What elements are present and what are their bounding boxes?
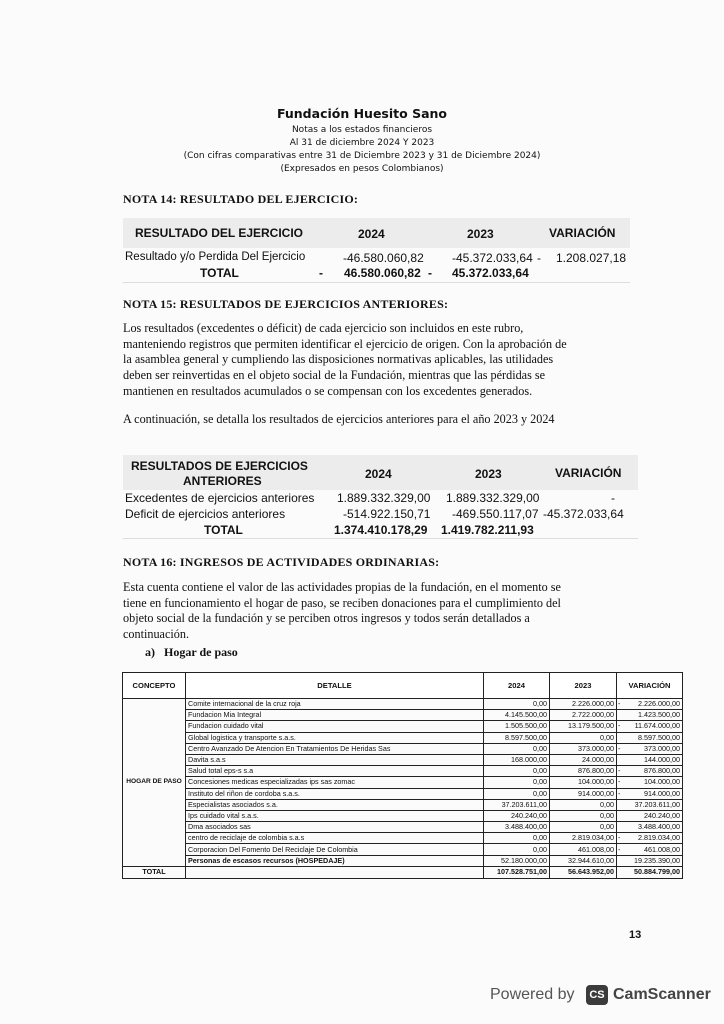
value-2023-cell: 32.944.610,00 [550, 855, 617, 866]
header-2023: 2023 [550, 673, 617, 699]
nota15-col-var: VARIACIÓN [555, 466, 622, 480]
nota15-para-line: mantienen en resultados acumulados o se compensan con los excedentes generados. [123, 383, 533, 398]
variacion-value: 104.000,00 [644, 777, 680, 787]
powered-by-text: Powered by [490, 986, 575, 1003]
nota15-para-line: manteniendo registros que permiten identificar el ejercicio de origen. Con la aprobación de [123, 336, 567, 351]
org-name: Fundación Huesito Sano [276, 106, 448, 121]
nota16-para-line: objeto social de la fundación y se perciben otros ingresos y todos serán detallados a [123, 611, 530, 626]
variacion-cell [617, 822, 683, 833]
detalle-cell: Centro Avanzado De Atencion En Tratamientos De Heridas Sas [186, 743, 484, 754]
nota14-row-dash: - [537, 251, 541, 265]
header-detalle: DETALLE [186, 673, 484, 699]
nota14-col-label: RESULTADO DEL EJERCICIO [135, 226, 304, 240]
detalle-cell: Ips cuidado vital s.a.s. [186, 810, 484, 821]
concept-cell: HOGAR DE PASO [123, 699, 186, 867]
nota16-para-line: tiene en funcionamiento el hogar de paso, se reciben donaciones para el cumplimiento del [123, 595, 561, 610]
variacion-cell [617, 799, 683, 810]
camscanner-logo-icon: CS [586, 985, 608, 1005]
header-line-4: (Expresados en pesos Colombianos) [280, 164, 444, 174]
variacion-cell [617, 721, 683, 732]
value-2024-cell: 0,00 [484, 743, 550, 754]
variacion-sign: - [618, 699, 621, 709]
table-row [123, 766, 683, 777]
value-2023-cell: 0,00 [550, 822, 617, 833]
nota16-title: NOTA 16: INGRESOS DE ACTIVIDADES ORDINARIAS: [123, 555, 440, 569]
detalle-cell: Concesiones medicas especializadas ips sas zomac [186, 777, 484, 788]
variacion-value: 2.226.000,00 [638, 699, 680, 709]
value-2023-cell: 461.008,00 [550, 844, 617, 855]
nota14-col-var: VARIACIÓN [549, 226, 616, 240]
table-row [123, 788, 683, 799]
value-2024-cell: 0,00 [484, 788, 550, 799]
detalle-cell: Instituto del riñon de cordoba s.a.s. [186, 788, 484, 799]
value-2024-cell: 0,00 [484, 833, 550, 844]
value-2024-cell: 4.145.500,00 [484, 710, 550, 721]
value-2024-cell: 3.488.400,00 [484, 822, 550, 833]
variacion-value: 373.000,00 [644, 743, 680, 753]
value-2024-cell: 1.505.500,00 [484, 721, 550, 732]
value-2023-cell: 0,00 [550, 732, 617, 743]
detalle-cell: Especialistas asociados s.a. [186, 799, 484, 810]
nota15-para-line: Los resultados (excedentes o déficit) de cada ejercicio son incluidos en este rubro, [123, 321, 524, 335]
nota15-row1-2023: 1.889.332.329,00 [446, 491, 540, 505]
variacion-cell [617, 855, 683, 866]
nota15-col-label-2: ANTERIORES [183, 474, 262, 488]
variacion-value: 876.800,00 [644, 766, 680, 776]
value-2023-cell: 373.000,00 [550, 743, 617, 754]
table-row [123, 855, 683, 866]
nota16-subsection: a) Hogar de paso [145, 645, 238, 659]
total-2023-cell: 56.643.952,00 [550, 866, 617, 878]
value-2024-cell: 240.240,00 [484, 810, 550, 821]
value-2024-cell: 0,00 [484, 699, 550, 710]
detalle-cell: Corporacion Del Fomento Del Reciclaje De Colombia [186, 844, 484, 855]
nota15-row1-2024: 1.889.332.329,00 [337, 491, 431, 505]
detalle-cell: Davita s.a.s [186, 754, 484, 765]
detalle-cell: Global logistica y transporte s.a.s. [186, 732, 484, 743]
variacion-value: 3.488.400,00 [638, 822, 680, 832]
total-detalle-cell [186, 866, 484, 878]
table-row [123, 754, 683, 765]
nota14-divider [123, 282, 630, 283]
variacion-sign: - [618, 777, 621, 787]
value-2023-cell: 876.800,00 [550, 766, 617, 777]
table-row [123, 810, 683, 821]
table-row [123, 833, 683, 844]
nota15-total-2024: 1.374.410.178,29 [334, 523, 428, 537]
variacion-cell [617, 833, 683, 844]
value-2023-cell: 914.000,00 [550, 788, 617, 799]
variacion-value: 11.674.000,00 [634, 721, 680, 731]
detalle-cell: Personas de escasos recursos (HOSPEDAJE) [186, 855, 484, 866]
total-2024-cell: 107.528.751,00 [484, 866, 550, 878]
nota15-intro: A continuación, se detalla los resultados de ejercicios anteriores para el año 2023 y 2024 [123, 412, 555, 426]
value-2024-cell: 52.180.000,00 [484, 855, 550, 866]
nota15-total-2023: 1.419.782.211,93 [441, 523, 534, 537]
value-2023-cell: 24.000,00 [550, 754, 617, 765]
table-header-row [123, 673, 683, 699]
variacion-cell [617, 777, 683, 788]
table-row [123, 732, 683, 743]
nota15-row2-2023: -469.550.117,07 [452, 507, 539, 521]
table-row [123, 822, 683, 833]
value-2023-cell: 2.226.000,00 [550, 699, 617, 710]
nota14-title: NOTA 14: RESULTADO DEL EJERCICIO: [123, 192, 359, 206]
variacion-sign: - [618, 721, 621, 731]
detalle-cell: Fundacion Mia Integral [186, 710, 484, 721]
nota16-para-line: continuación. [123, 627, 189, 642]
nota14-row-label: Resultado y/o Perdida Del Ejercicio [125, 251, 306, 263]
variacion-cell [617, 699, 683, 710]
variacion-sign: - [618, 743, 621, 753]
header-line-3: (Con cifras comparativas entre 31 de Diciembre 2023 y 31 de Diciembre 2024) [183, 151, 541, 161]
variacion-sign: - [618, 766, 621, 776]
nota16-para-line: Esta cuenta contiene el valor de las actividades propias de la fundación, en el momento se [123, 580, 561, 594]
nota15-title: NOTA 15: RESULTADOS DE EJERCICIOS ANTERIORES: [123, 297, 449, 311]
variacion-sign: - [618, 788, 621, 798]
table-row [123, 777, 683, 788]
hogar-de-paso-table [122, 672, 683, 879]
nota15-row1-label: Excedentes de ejercicios anteriores [125, 491, 315, 505]
nota15-col-label-1: RESULTADOS DE EJERCICIOS [131, 459, 308, 473]
header-concepto: CONCEPTO [123, 673, 186, 699]
nota15-divider [123, 538, 638, 539]
value-2023-cell: 2.819.034,00 [550, 833, 617, 844]
variacion-value: 19.235.390,00 [634, 855, 680, 865]
variacion-cell [617, 732, 683, 743]
header-line-2: Al 31 de diciembre 2024 Y 2023 [289, 138, 435, 148]
variacion-value: 2.819.034,00 [638, 833, 680, 843]
nota15-col-2023: 2023 [475, 467, 502, 481]
variacion-cell [617, 754, 683, 765]
table-row [123, 743, 683, 754]
nota14-total-label: TOTAL [200, 266, 239, 280]
variacion-cell [617, 766, 683, 777]
nota15-row2-2024: -514.922.150,71 [343, 507, 431, 521]
nota16-paragraph [123, 580, 638, 643]
nota15-row1-var: - [611, 491, 615, 505]
variacion-cell [617, 810, 683, 821]
nota14-row-2023: -45.372.033,64 [452, 251, 533, 265]
value-2024-cell: 168.000,00 [484, 754, 550, 765]
table-row [123, 844, 683, 855]
nota15-para-line: deben ser reinvertidas en el objeto social de la Fundación, mientras que las pérdidas se [123, 368, 546, 383]
nota15-row2-var: -45.372.033,64 [543, 507, 624, 521]
nota14-row-2024: -46.580.060,82 [343, 251, 424, 265]
camscanner-brand: CamScanner [613, 986, 711, 1003]
variacion-value: 37.203.611,00 [634, 799, 680, 809]
nota15-total-label: TOTAL [204, 523, 243, 537]
value-2023-cell: 0,00 [550, 810, 617, 821]
variacion-sign: - [618, 833, 621, 843]
nota14-row-var: 1.208.027,18 [556, 251, 627, 265]
nota15-para-line: la asamblea general y cumpliendo las disposiciones normativas aplicables, las utilidades [123, 352, 554, 367]
header-line-1: Notas a los estados financieros [291, 125, 433, 135]
variacion-sign: - [618, 844, 621, 854]
variacion-cell [617, 844, 683, 855]
header-variacion: VARIACIÓN [617, 673, 683, 699]
variacion-cell [617, 743, 683, 754]
table-total-row [123, 866, 683, 878]
value-2024-cell: 0,00 [484, 844, 550, 855]
detalle-cell: Dma asociados sas [186, 822, 484, 833]
variacion-value: 914.000,00 [644, 788, 680, 798]
nota15-col-2024: 2024 [365, 467, 392, 481]
value-2024-cell: 0,00 [484, 777, 550, 788]
table-row [123, 699, 683, 710]
variacion-cell [617, 788, 683, 799]
nota14-total-dash-2: - [428, 266, 432, 280]
page-number: 13 [629, 929, 642, 941]
variacion-value: 240.240,00 [644, 810, 680, 820]
detalle-cell: centro de reciclaje de colombia s.a.s [186, 833, 484, 844]
value-2023-cell: 104.000,00 [550, 777, 617, 788]
nota14-total-dash-1: - [319, 266, 323, 280]
table-row [123, 799, 683, 810]
detalle-cell: Comite internacional de la cruz roja [186, 699, 484, 710]
variacion-cell [617, 710, 683, 721]
value-2024-cell: 0,00 [484, 766, 550, 777]
nota15-paragraph [123, 321, 638, 400]
variacion-value: 144.000,00 [644, 755, 680, 765]
value-2023-cell: 0,00 [550, 799, 617, 810]
variacion-value: 8.597.500,00 [638, 732, 680, 742]
variacion-value: 1.423.500,00 [638, 710, 680, 720]
nota14-col-2023: 2023 [467, 227, 494, 241]
nota14-total-2024: 46.580.060,82 [344, 266, 421, 280]
total-variacion-cell: 50.884.799,00 [617, 866, 683, 878]
value-2024-cell: 8.597.500,00 [484, 732, 550, 743]
value-2023-cell: 2.722.000,00 [550, 710, 617, 721]
total-label-cell: TOTAL [123, 866, 186, 878]
value-2024-cell: 37.203.611,00 [484, 799, 550, 810]
table-row [123, 710, 683, 721]
variacion-value: 461.008,00 [644, 844, 680, 854]
nota14-total-2023: 45.372.033,64 [452, 266, 529, 280]
value-2023-cell: 13.179.500,00 [550, 721, 617, 732]
table-row [123, 721, 683, 732]
nota14-col-2024: 2024 [358, 227, 385, 241]
detalle-cell: Salud total eps-s s.a [186, 766, 484, 777]
detalle-cell: Fundacion cuidado vital [186, 721, 484, 732]
nota15-row2-label: Deficit de ejercicios anteriores [125, 507, 286, 521]
header-2024: 2024 [484, 673, 550, 699]
